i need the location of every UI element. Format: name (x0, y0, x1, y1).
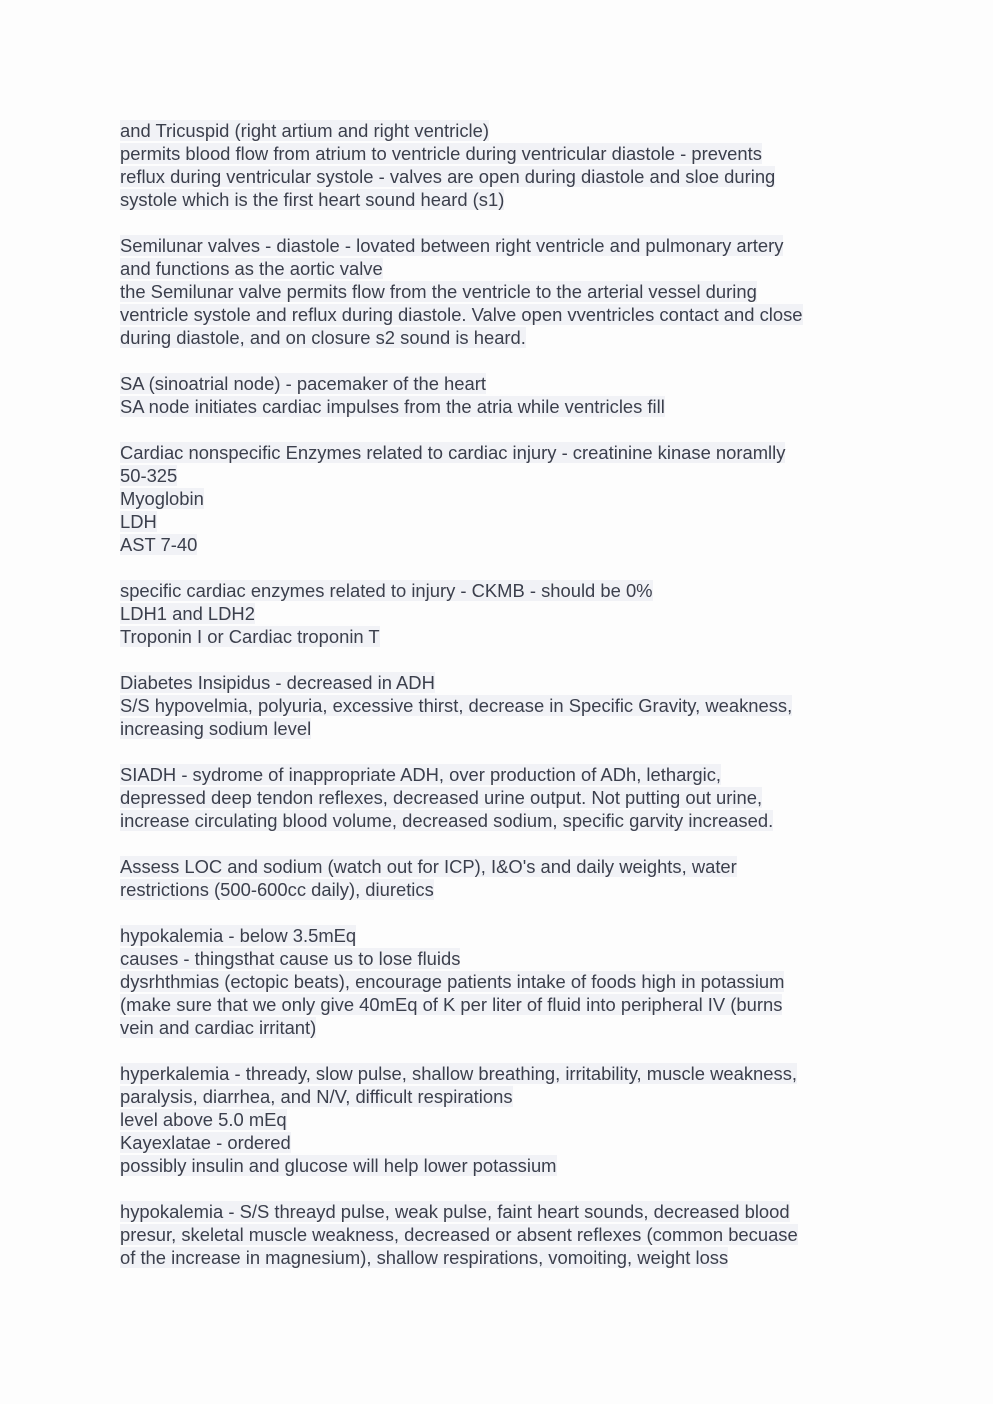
text-line: Cardiac nonspecific Enzymes related to cardiac injury - creatinine kinase noramlly (120, 442, 786, 463)
paragraph-hypokalemia-signs (120, 1200, 880, 1269)
text-line: systole which is the first heart sound heard (s1) (120, 189, 505, 210)
paragraph-hypokalemia-causes (120, 924, 880, 1039)
text-line: vein and cardiac irritant) (120, 1017, 317, 1038)
text-line: during diastole, and on closure s2 sound is heard. (120, 327, 526, 348)
text-line: paralysis, diarrhea, and N/V, difficult respirations (120, 1086, 513, 1107)
text-line: reflux during ventricular systole - valves are open during diastole and sloe during (120, 166, 776, 187)
text-line: hypokalemia - S/S threayd pulse, weak pulse, faint heart sounds, decreased blood (120, 1201, 790, 1222)
text-line: permits blood flow from atrium to ventricle during ventricular diastole - prevents (120, 143, 762, 164)
text-line: increase circulating blood volume, decreased sodium, specific garvity increased. (120, 810, 774, 831)
text-line: and functions as the aortic valve (120, 258, 383, 279)
text-line: Semilunar valves - diastole - lovated between right ventricle and pulmonary artery (120, 235, 784, 256)
text-line: Diabetes Insipidus - decreased in ADH (120, 672, 435, 693)
text-line: causes - thingsthat cause us to lose fluids (120, 948, 461, 969)
paragraph-tricuspid (120, 119, 880, 211)
text-line: and Tricuspid (right artium and right ventricle) (120, 120, 489, 141)
text-line: S/S hypovelmia, polyuria, excessive thirst, decrease in Specific Gravity, weakness, (120, 695, 793, 716)
paragraph-sa-node (120, 372, 880, 418)
text-line: LDH (120, 511, 157, 532)
paragraph-siadh (120, 763, 880, 832)
text-line: Kayexlatae - ordered (120, 1132, 291, 1153)
text-line: SIADH - sydrome of inappropriate ADH, over production of ADh, lethargic, (120, 764, 722, 785)
text-line: AST 7-40 (120, 534, 198, 555)
text-line: SA node initiates cardiac impulses from the atria while ventricles fill (120, 396, 665, 417)
text-line: hyperkalemia - thready, slow pulse, shallow breathing, irritability, muscle weakness, (120, 1063, 797, 1084)
text-line: SA (sinoatrial node) - pacemaker of the heart (120, 373, 486, 394)
paragraph-diabetes-insipidus (120, 671, 880, 740)
text-line: ventricle systole and reflux during diastole. Valve open vventricles contact and close (120, 304, 803, 325)
text-line: hypokalemia - below 3.5mEq (120, 925, 357, 946)
text-line: (make sure that we only give 40mEq of K per liter of fluid into peripheral IV (burns (120, 994, 783, 1015)
text-line: presur, skeletal muscle weakness, decreased or absent reflexes (common becuase (120, 1224, 798, 1245)
text-line: the Semilunar valve permits flow from the ventricle to the arterial vessel during (120, 281, 757, 302)
text-line: 50-325 (120, 465, 178, 486)
text-line: depressed deep tendon reflexes, decreased urine output. Not putting out urine, (120, 787, 763, 808)
text-line: Troponin I or Cardiac troponin T (120, 626, 380, 647)
paragraph-semilunar (120, 234, 880, 349)
text-line: restrictions (500-600cc daily), diuretics (120, 879, 434, 900)
paragraph-specific-enzymes (120, 579, 880, 648)
text-line: dysrhthmias (ectopic beats), encourage patients intake of foods high in potassium (120, 971, 785, 992)
text-line: specific cardiac enzymes related to injury - CKMB - should be 0% (120, 580, 653, 601)
text-line: Assess LOC and sodium (watch out for ICP), I&O's and daily weights, water (120, 856, 737, 877)
text-line: level above 5.0 mEq (120, 1109, 287, 1130)
text-line: of the increase in magnesium), shallow respirations, vomoiting, weight loss (120, 1247, 729, 1268)
paragraph-hyperkalemia (120, 1062, 880, 1177)
text-line: LDH1 and LDH2 (120, 603, 255, 624)
text-line: Myoglobin (120, 488, 204, 509)
paragraph-nonspecific-enzymes (120, 441, 880, 556)
paragraph-assess-loc (120, 855, 880, 901)
document-page (120, 119, 880, 1292)
text-line: increasing sodium level (120, 718, 312, 739)
text-line: possibly insulin and glucose will help lower potassium (120, 1155, 557, 1176)
